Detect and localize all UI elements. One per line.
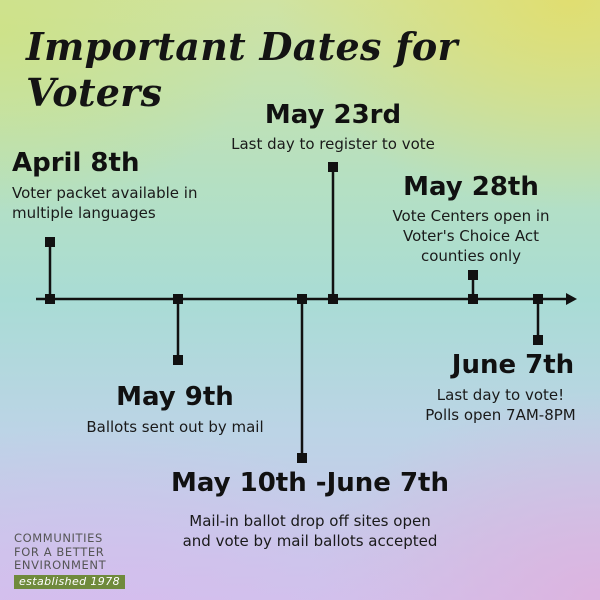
event-may-9-desc: Ballots sent out by mail: [86, 418, 264, 436]
marker-may-23-end: [328, 162, 338, 172]
timeline-arrowhead: [566, 293, 577, 305]
event-may-10-june-7-desc-line-1: Mail-in ballot drop off sites open: [189, 512, 431, 530]
event-may-23-desc: Last day to register to vote: [231, 135, 435, 153]
event-may-28-desc-line-1: Vote Centers open in: [392, 207, 550, 225]
event-may-9-date: May 9th: [116, 382, 234, 412]
cbe-logo: [14, 532, 125, 589]
marker-june-7-end: [533, 335, 543, 345]
marker-april-8-axis: [45, 294, 55, 304]
event-may-10-june-7-date: May 10th -June 7th: [171, 468, 449, 498]
marker-may-10-axis: [297, 294, 307, 304]
marker-may-23-axis: [328, 294, 338, 304]
event-june-7-desc: [403, 385, 598, 425]
logo-established-badge: established 1978: [14, 575, 125, 589]
marker-may-10-end: [297, 453, 307, 463]
event-june-7-date: June 7th: [451, 350, 575, 380]
event-june-7-desc-line-2: Polls open 7AM-8PM: [425, 406, 576, 424]
logo-line-1: COMMUNITIES: [14, 531, 103, 545]
marker-may-28-axis: [468, 294, 478, 304]
marker-may-9-axis: [173, 294, 183, 304]
logo-line-3: ENVIRONMENT: [14, 558, 107, 572]
event-may-10-june-7-desc-line-2: and vote by mail ballots accepted: [182, 532, 438, 550]
marker-may-28-end: [468, 270, 478, 280]
event-april-8-date: April 8th: [12, 148, 140, 178]
title-line-1: Important Dates for: [26, 24, 458, 69]
marker-april-8-end: [45, 237, 55, 247]
event-may-28-date: May 28th: [403, 172, 539, 202]
marker-may-9-end: [173, 355, 183, 365]
event-may-23-date: May 23rd: [264, 100, 402, 130]
event-june-7-desc-line-1: Last day to vote!: [436, 386, 565, 404]
event-april-8-desc: [12, 183, 197, 223]
event-may-10-june-7-desc: [130, 511, 490, 551]
title-line-2: Voters: [26, 70, 163, 115]
event-may-28-desc-line-3: counties only: [420, 247, 522, 265]
event-may-28-desc-line-2: Voter's Choice Act: [403, 227, 539, 245]
marker-june-7-axis: [533, 294, 543, 304]
logo-line-2: FOR A BETTER: [14, 544, 105, 559]
event-april-8-desc-line-2: multiple languages: [12, 204, 156, 222]
event-april-8-desc-line-1: Voter packet available in: [12, 184, 198, 202]
event-may-28-desc: [351, 206, 591, 266]
